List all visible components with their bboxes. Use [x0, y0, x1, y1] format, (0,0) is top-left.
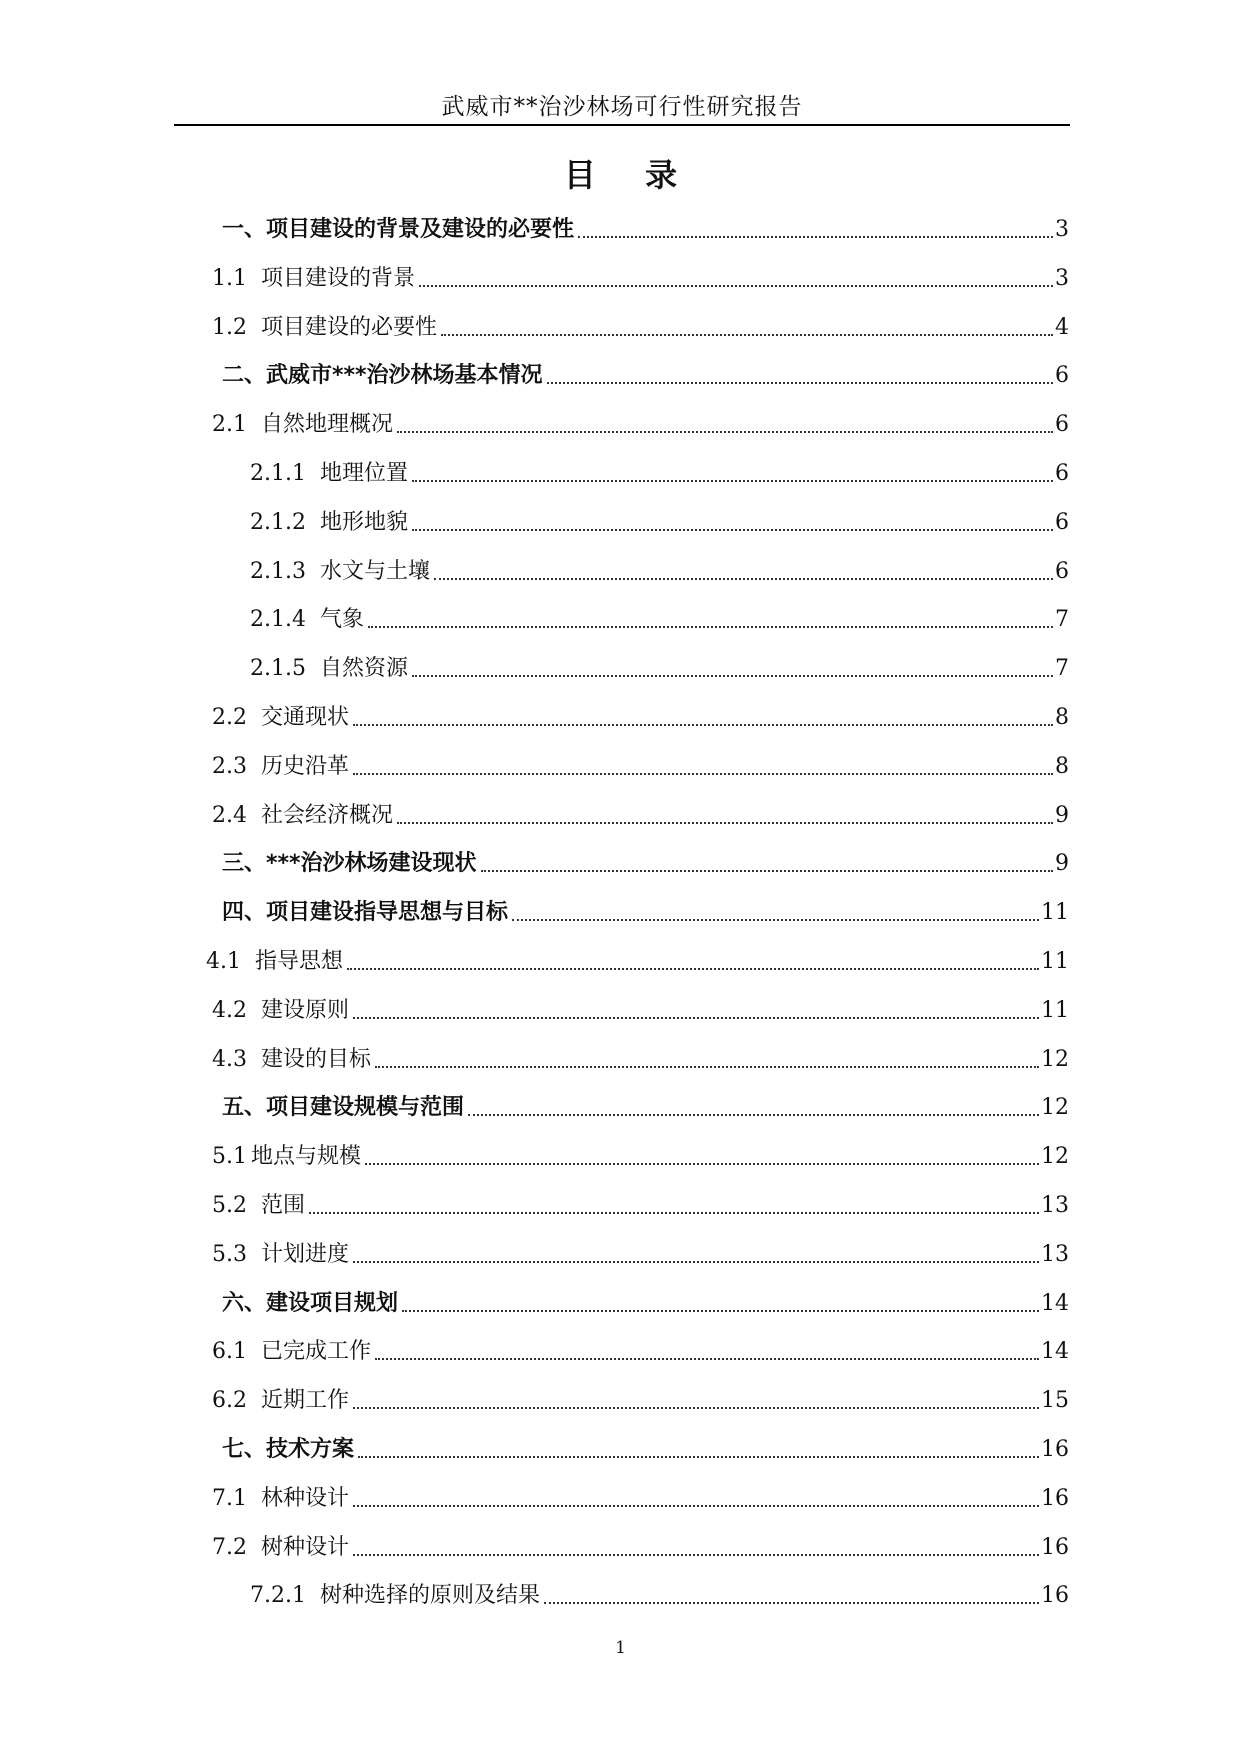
toc-entry-number: 7.2.1	[250, 1583, 306, 1609]
toc-entry-title: 地理位置	[319, 461, 408, 486]
toc-entry-page: 16	[1041, 1485, 1069, 1511]
dot-leader	[402, 1310, 1039, 1312]
toc-entry-title: 交通现状	[261, 705, 350, 730]
toc-entry[interactable]	[212, 391, 1069, 440]
toc-entry[interactable]	[222, 342, 1069, 391]
toc-entry[interactable]	[250, 440, 1069, 489]
running-header: 武威市**治沙林场可行性研究报告	[441, 94, 803, 120]
dot-leader	[441, 334, 1053, 336]
toc-entry-number: 2.3	[212, 753, 247, 779]
toc-entry-page: 16	[1041, 1534, 1069, 1560]
toc-entry-page: 6	[1055, 412, 1069, 438]
toc-entry-number: 5.1	[212, 1144, 247, 1170]
dot-leader	[353, 773, 1053, 775]
toc-entry-number: 6.2	[212, 1388, 247, 1414]
toc-entry-number: 6.1	[212, 1339, 247, 1365]
toc-entry[interactable]	[250, 538, 1069, 587]
toc-entry-title: 七、技术方案	[222, 1437, 355, 1462]
toc-entry-title: 范围	[261, 1193, 306, 1218]
toc-entry-page: 8	[1055, 753, 1069, 779]
toc-entry[interactable]	[212, 1172, 1069, 1221]
dot-leader	[512, 919, 1039, 921]
dot-leader	[468, 1114, 1039, 1116]
dot-leader	[353, 1261, 1039, 1263]
toc-entry-title: 自然地理概况	[261, 412, 394, 438]
dot-leader	[353, 1505, 1039, 1507]
dot-leader	[309, 1212, 1039, 1214]
dot-leader	[375, 1066, 1039, 1068]
toc-entry-number: 2.1	[212, 412, 247, 438]
toc-entry-page: 11	[1041, 949, 1069, 974]
toc-entry[interactable]	[222, 196, 1069, 245]
toc-entry-title: 建设原则	[261, 997, 350, 1023]
toc-entry-page: 7	[1055, 607, 1069, 633]
dot-leader	[368, 626, 1053, 628]
toc-entry-number: 7.2	[212, 1534, 247, 1560]
toc-entry-title: 地形地貌	[319, 509, 408, 535]
toc-entry-number: 2.1.1	[250, 461, 306, 486]
toc-entry-number: 1.1	[212, 265, 247, 291]
toc-entry-number: 4.2	[212, 997, 247, 1023]
toc-entry[interactable]	[212, 733, 1069, 782]
toc-entry[interactable]	[212, 1367, 1069, 1416]
toc-entry[interactable]	[250, 586, 1069, 635]
toc-entry[interactable]	[212, 294, 1069, 343]
toc-entry-page: 14	[1041, 1339, 1069, 1365]
toc-entry-title: 已完成工作	[261, 1339, 372, 1365]
toc-entry-page: 6	[1055, 558, 1069, 584]
toc-entry[interactable]	[212, 1123, 1069, 1172]
toc-entry-title: 建设的目标	[261, 1046, 372, 1072]
dot-leader	[353, 724, 1053, 726]
dot-leader	[434, 578, 1053, 580]
toc-entry-page: 12	[1041, 1095, 1069, 1121]
toc-entry-title: 五、项目建设规模与范围	[222, 1095, 465, 1121]
dot-leader	[544, 1602, 1039, 1604]
toc-entry-page: 11	[1041, 997, 1069, 1023]
dot-leader	[358, 1456, 1039, 1458]
toc-entry-page: 3	[1055, 217, 1069, 242]
toc-entry-page: 9	[1055, 802, 1069, 828]
toc-entry-title: 社会经济概况	[261, 802, 394, 828]
toc-entry-number: 5.3	[212, 1241, 247, 1267]
toc-entry[interactable]	[250, 635, 1069, 684]
toc-entry[interactable]	[222, 1416, 1069, 1465]
toc-entry-title: 树种选择的原则及结果	[319, 1583, 540, 1609]
toc-entry-title: 二、武威市***治沙林场基本情况	[222, 363, 543, 389]
toc-entry-title: 四、项目建设指导思想与目标	[222, 900, 509, 926]
toc-entry-page: 7	[1055, 656, 1069, 682]
toc-entry-title: 项目建设的必要性	[261, 314, 438, 340]
toc-entry-page: 13	[1041, 1193, 1069, 1218]
toc-entry-page: 13	[1041, 1241, 1069, 1267]
toc-entry[interactable]	[212, 782, 1069, 831]
toc-entry-title: 林种设计	[261, 1485, 350, 1511]
toc-entry[interactable]	[250, 489, 1069, 538]
toc-entry-page: 8	[1055, 705, 1069, 730]
dot-leader	[412, 675, 1053, 677]
toc-entry-page: 14	[1041, 1290, 1069, 1316]
toc-entry-page: 6	[1055, 509, 1069, 535]
toc-entry-title: 地点与规模	[251, 1144, 362, 1170]
dot-leader	[547, 382, 1053, 384]
dot-leader	[365, 1163, 1039, 1165]
dot-leader	[578, 236, 1053, 238]
toc-title: 目 录	[563, 156, 678, 194]
toc-entry-page: 16	[1041, 1583, 1069, 1609]
toc-entry-page: 15	[1041, 1388, 1069, 1414]
dot-leader	[397, 822, 1053, 824]
dot-leader	[412, 529, 1053, 531]
header-divider	[174, 124, 1070, 126]
toc-entry[interactable]	[212, 1221, 1069, 1270]
toc-entry-page: 3	[1055, 265, 1069, 291]
toc-entry-title: 水文与土壤	[319, 558, 430, 584]
dot-leader	[481, 870, 1053, 872]
dot-leader	[353, 1407, 1039, 1409]
toc-entry[interactable]	[212, 1318, 1069, 1367]
toc-entry-title: 计划进度	[261, 1241, 350, 1267]
toc-entry-number: 2.1.4	[250, 607, 306, 633]
toc-entry[interactable]	[212, 684, 1069, 733]
dot-leader	[375, 1358, 1039, 1360]
toc-entry-number: 7.1	[212, 1485, 247, 1511]
toc-entry-page: 12	[1041, 1144, 1069, 1170]
dot-leader	[412, 480, 1053, 482]
toc-entry-number: 1.2	[212, 314, 247, 340]
toc-entry-page: 11	[1041, 900, 1069, 926]
toc-entry-number: 5.2	[212, 1193, 247, 1218]
toc-entry-title: 三、***治沙林场建设现状	[222, 851, 477, 877]
toc-entry[interactable]	[212, 1465, 1069, 1514]
toc-entry-title: 气象	[319, 607, 364, 633]
toc-entry-title: 六、建设项目规划	[222, 1290, 399, 1316]
toc-entry[interactable]	[222, 1074, 1069, 1123]
dot-leader	[419, 285, 1053, 287]
toc-entry[interactable]	[222, 879, 1069, 928]
toc-entry-number: 2.2	[212, 705, 247, 730]
toc-entry-title: 树种设计	[261, 1534, 350, 1560]
toc-entry-title: 指导思想	[255, 949, 344, 974]
dot-leader	[353, 1017, 1039, 1019]
toc-entry-title: 近期工作	[261, 1388, 350, 1414]
toc-entry-page: 6	[1055, 363, 1069, 389]
toc-entry[interactable]	[250, 1562, 1069, 1611]
toc-entry-title: 历史沿革	[261, 753, 350, 779]
page-number: 1	[615, 1638, 626, 1658]
toc-entry[interactable]	[212, 977, 1069, 1026]
toc-entry-number: 4.3	[212, 1046, 247, 1072]
toc-entry[interactable]	[206, 928, 1069, 977]
toc-entry-page: 4	[1055, 314, 1069, 340]
toc-entry-number: 2.1.3	[250, 558, 306, 584]
toc-entry-title: 项目建设的背景	[261, 265, 416, 291]
toc-entry[interactable]	[212, 245, 1069, 294]
toc-entry[interactable]	[222, 1270, 1069, 1319]
toc-entry-page: 9	[1055, 851, 1069, 877]
toc-entry-page: 16	[1041, 1437, 1069, 1462]
toc-entry-page: 6	[1055, 461, 1069, 486]
toc-entry-page: 12	[1041, 1046, 1069, 1072]
toc-entry[interactable]	[222, 830, 1069, 879]
dot-leader	[347, 968, 1039, 970]
dot-leader	[397, 431, 1053, 433]
dot-leader	[353, 1554, 1039, 1556]
toc-entry-title: 一、项目建设的背景及建设的必要性	[222, 217, 575, 242]
toc-entry-number: 2.4	[212, 802, 247, 828]
toc-entry[interactable]	[212, 1514, 1069, 1563]
toc-entry-title: 自然资源	[319, 656, 408, 682]
toc-entry[interactable]	[212, 1026, 1069, 1075]
toc-entry-number: 2.1.5	[250, 656, 306, 682]
toc-entry-number: 2.1.2	[250, 509, 306, 535]
toc-entry-number: 4.1	[206, 949, 241, 974]
